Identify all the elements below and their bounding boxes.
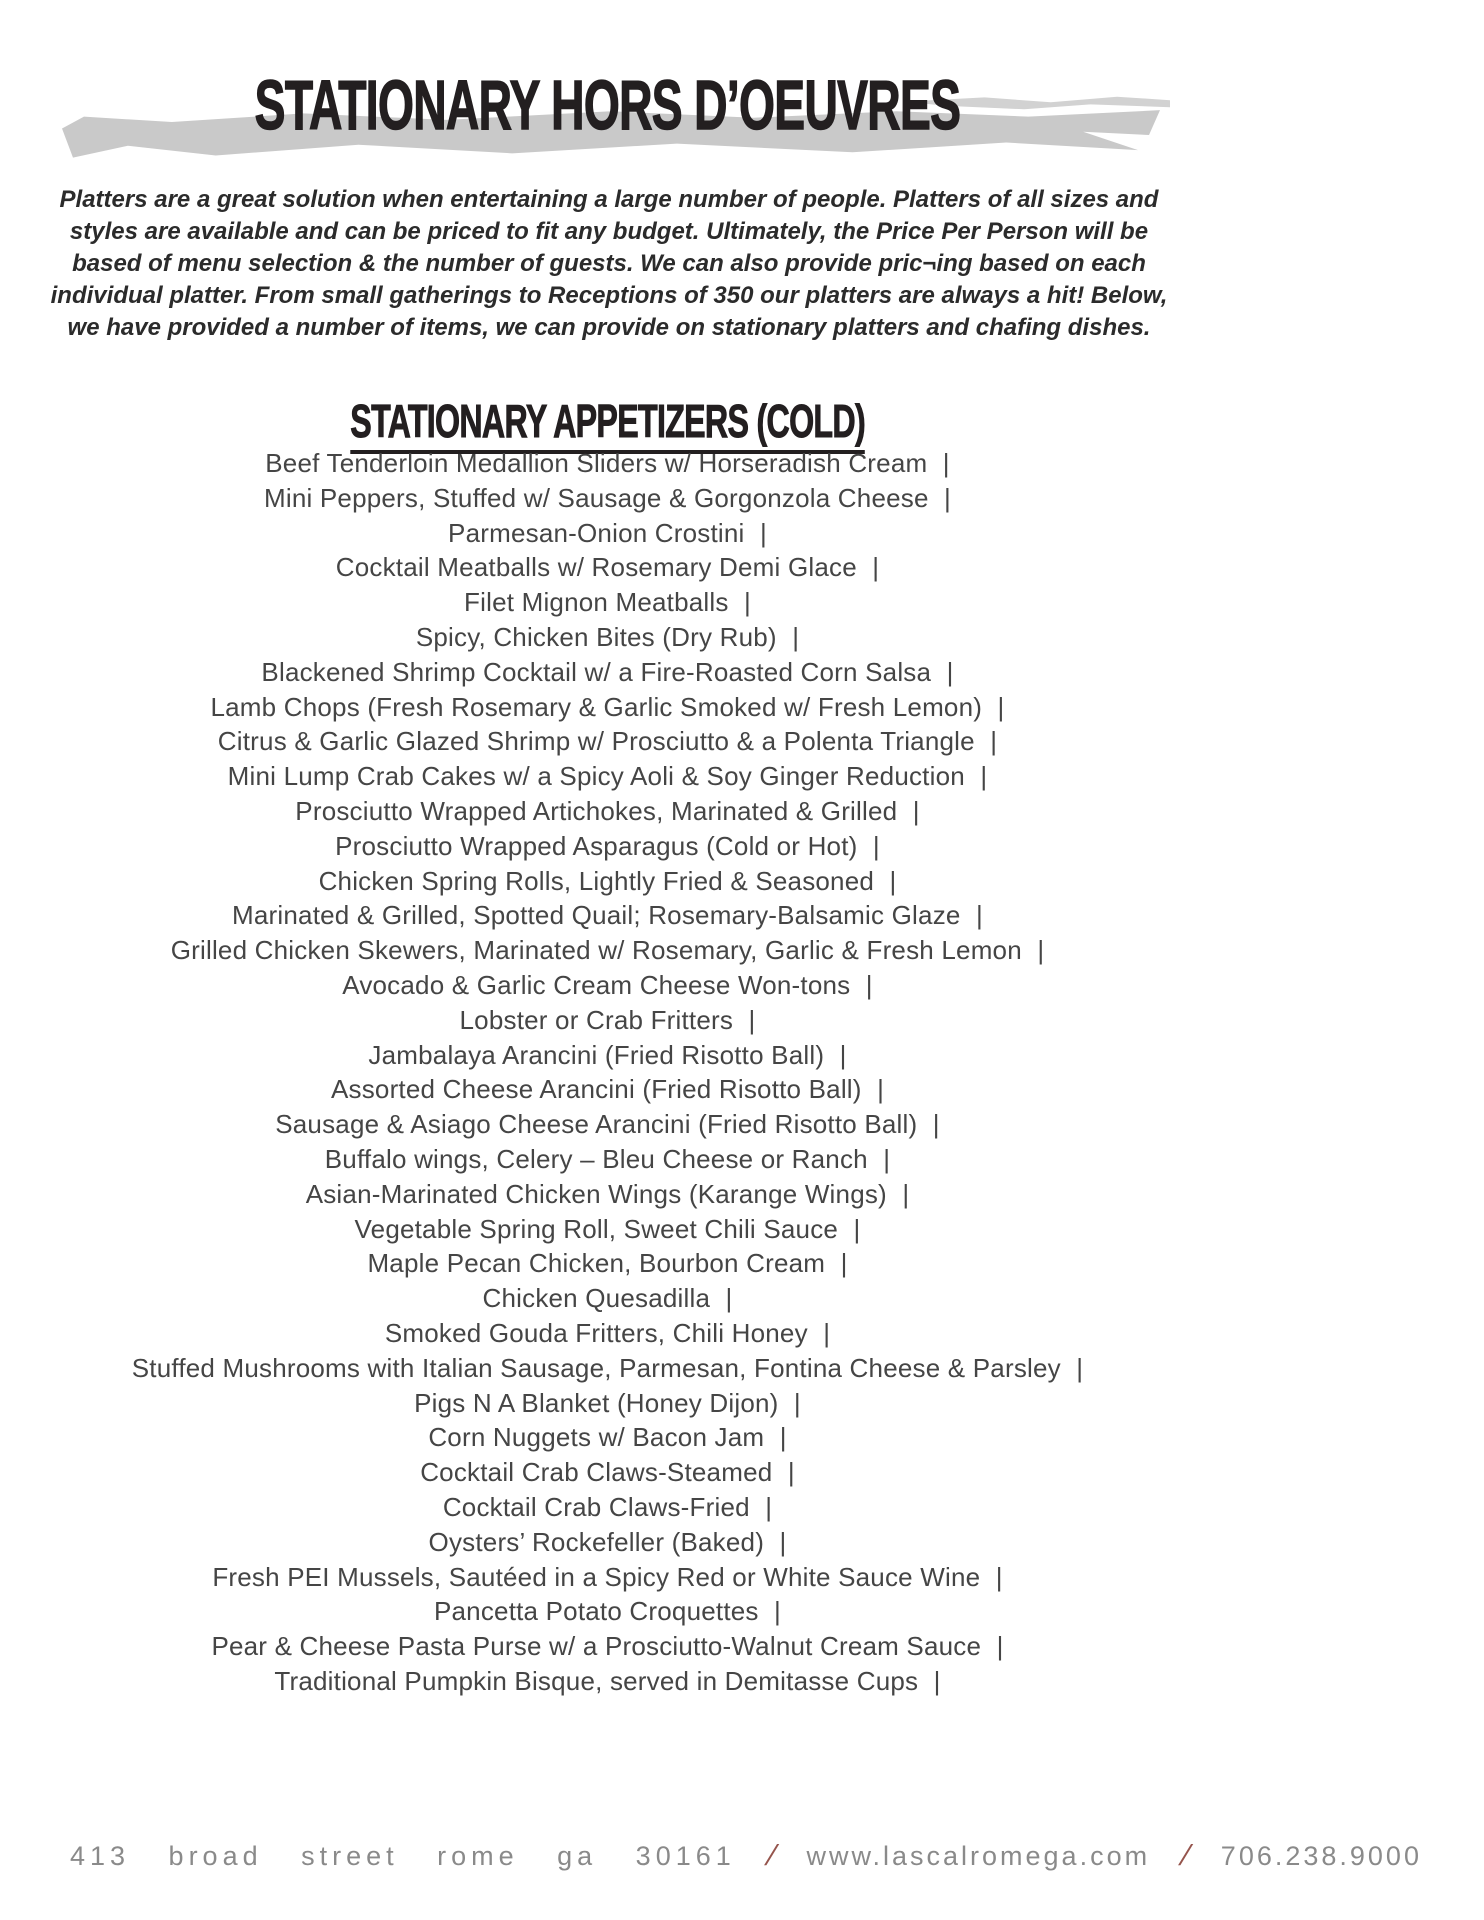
footer-address: 413 broad street rome ga 30161: [70, 1841, 736, 1871]
menu-item: Asian-Marinated Chicken Wings (Karange Wings) |: [305, 1178, 910, 1209]
menu-item: Cocktail Meatballs w/ Rosemary Demi Glace |: [335, 552, 880, 583]
menu-item: Fresh PEI Mussels, Sautéed in a Spicy Red or White Sauce Wine |: [212, 1561, 1003, 1592]
menu-item: Blackened Shrimp Cocktail w/ a Fire-Roasted Corn Salsa |: [261, 656, 954, 687]
menu-item: Oysters’ Rockefeller (Baked) |: [428, 1526, 787, 1557]
menu-item: Filet Mignon Meatballs |: [464, 587, 751, 618]
menu-item: Lobster or Crab Fritters |: [459, 1004, 756, 1035]
menu-item: Citrus & Garlic Glazed Shrimp w/ Prosciutto & a Polenta Triangle |: [217, 726, 998, 757]
menu-item: Sausage & Asiago Cheese Arancini (Fried Risotto Ball) |: [275, 1109, 940, 1140]
footer: [70, 1840, 1422, 1873]
menu-item: Corn Nuggets w/ Bacon Jam |: [428, 1422, 787, 1453]
footer-separator-slash: /: [764, 1840, 778, 1872]
menu-item: Pear & Cheese Pasta Purse w/ a Prosciutto-Walnut Cream Sauce |: [211, 1631, 1004, 1662]
menu-item: Buffalo wings, Celery – Bleu Cheese or Ranch |: [324, 1143, 891, 1174]
page-header: [0, 0, 1215, 180]
menu-item: Prosciutto Wrapped Asparagus (Cold or Hot) |: [335, 830, 880, 861]
menu-item: Mini Peppers, Stuffed w/ Sausage & Gorgonzola Cheese |: [263, 482, 952, 513]
menu-item: Spicy, Chicken Bites (Dry Rub) |: [415, 621, 800, 652]
menu-item: Assorted Cheese Arancini (Fried Risotto Ball) |: [330, 1074, 885, 1105]
menu-item: Chicken Spring Rolls, Lightly Fried & Seasoned |: [318, 865, 897, 896]
menu-item: Jambalaya Arancini (Fried Risotto Ball) |: [368, 1039, 847, 1070]
intro-paragraph: Platters are a great solution when entertaining a large number of people. Platters of all sizes and styles are available and can be priced to fit any budget. Ultimately, the Price Per Person will be based of menu selection & the number of guests. We can also provide pric¬ing based on each individual platter. From small gatherings to Receptions of 350 our platters are always a hit! Below, we have provided a number of items, we can provide on stationary platters and chafing dishes.: [50, 186, 1168, 341]
menu-item: Cocktail Crab Claws-Steamed |: [420, 1457, 795, 1488]
menu-item: Cocktail Crab Claws-Fried |: [442, 1491, 773, 1522]
menu-item: Maple Pecan Chicken, Bourbon Cream |: [367, 1248, 848, 1279]
menu-item: Grilled Chicken Skewers, Marinated w/ Rosemary, Garlic & Fresh Lemon |: [170, 935, 1045, 966]
menu-item: Parmesan-Onion Crostini |: [448, 517, 767, 548]
menu-item: Pigs N A Blanket (Honey Dijon) |: [414, 1387, 801, 1418]
menu-item: Beef Tenderloin Medallion Sliders w/ Horseradish Cream |: [265, 448, 950, 478]
menu-item: Marinated & Grilled, Spotted Quail; Rosemary-Balsamic Glaze |: [232, 900, 983, 931]
page-title: STATIONARY HORS D’OEUVRES: [254, 66, 961, 144]
menu-item: Stuffed Mushrooms with Italian Sausage, Parmesan, Fontina Cheese & Parsley |: [131, 1352, 1084, 1383]
menu-item: Avocado & Garlic Cream Cheese Won-tons |: [342, 969, 873, 1000]
appetizer-list: [0, 446, 1215, 1699]
menu-item: Prosciutto Wrapped Artichokes, Marinated & Grilled |: [295, 795, 920, 826]
section-heading: STATIONARY APPETIZERS (COLD): [350, 394, 865, 454]
menu-item: Traditional Pumpkin Bisque, served in Demitasse Cups |: [274, 1665, 941, 1696]
menu-item: Smoked Gouda Fritters, Chili Honey |: [384, 1317, 831, 1348]
menu-item: Pancetta Potato Croquettes |: [433, 1596, 782, 1627]
menu-item: Vegetable Spring Roll, Sweet Chili Sauce |: [354, 1213, 861, 1244]
menu-item: Lamb Chops (Fresh Rosemary & Garlic Smoked w/ Fresh Lemon) |: [210, 691, 1005, 722]
footer-separator-slash: /: [1179, 1840, 1192, 1872]
footer-website: www.lascalromega.com: [806, 1841, 1151, 1871]
menu-item: Mini Lump Crab Cakes w/ a Spicy Aoli & Soy Ginger Reduction |: [227, 761, 988, 792]
footer-phone: 706.238.9000: [1220, 1841, 1422, 1871]
section-heading-row: [0, 394, 1215, 454]
menu-item: Chicken Quesadilla |: [482, 1283, 733, 1314]
